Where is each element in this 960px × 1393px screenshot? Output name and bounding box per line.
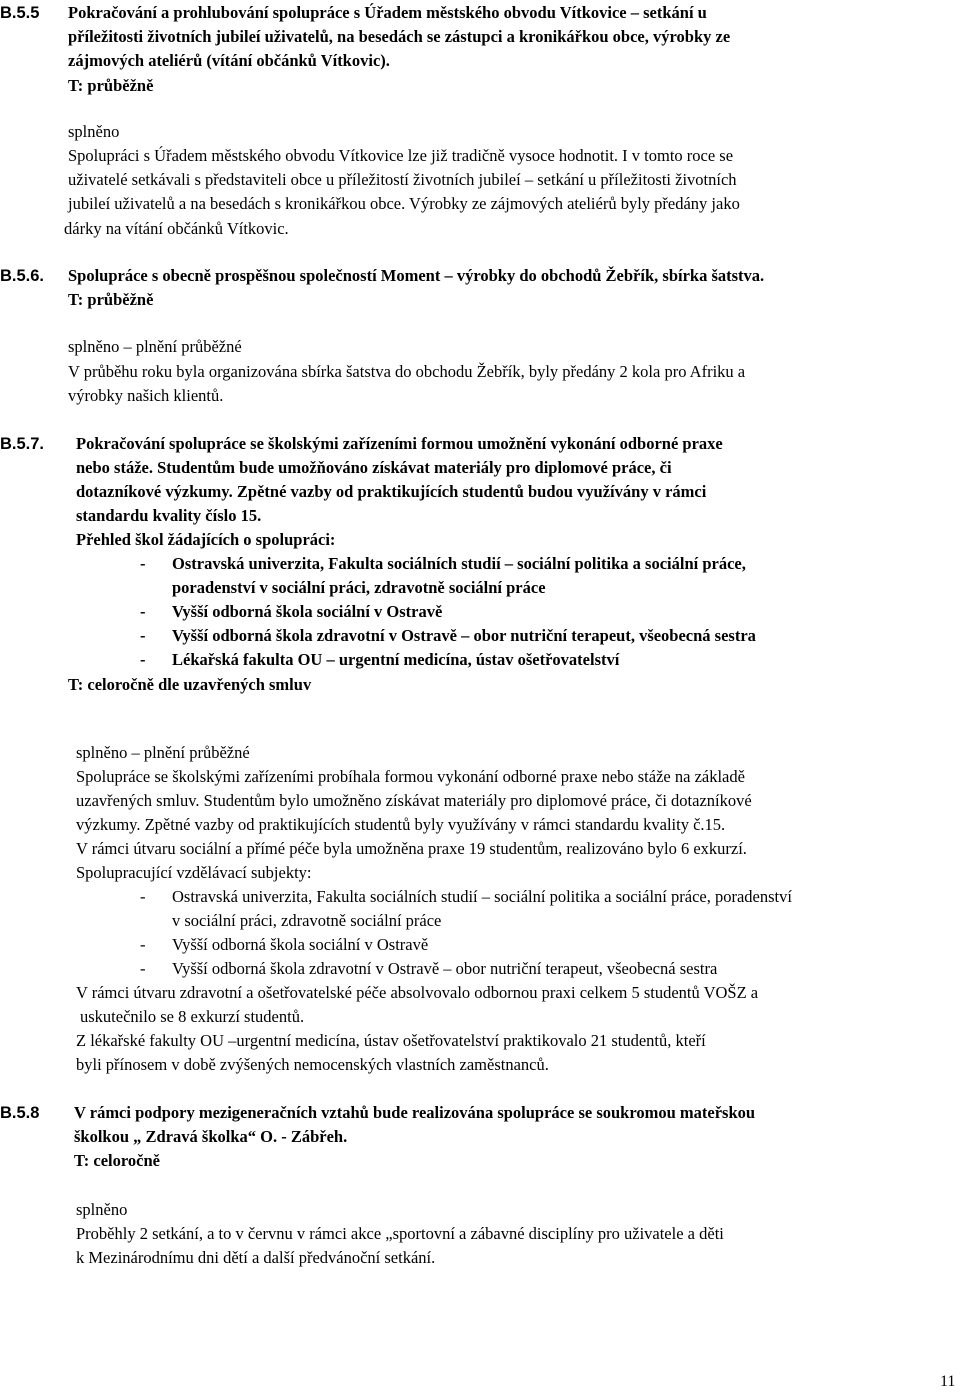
body-line: uživatelé setkávali s představiteli obce u příležitostí životních jubileí – setkání u příležitosti životních — [68, 170, 737, 189]
term-label: T: průběžně — [68, 290, 154, 309]
list-dash: - — [140, 887, 146, 906]
term-label: T: celoročně dle uzavřených smluv — [68, 675, 312, 694]
status-label: splněno – plnění průběžné — [76, 743, 250, 762]
status-label: splněno — [76, 1200, 128, 1219]
schools-title: Přehled škol žádajících o spolupráci: — [76, 530, 336, 549]
body-line: V rámci útvaru zdravotní a ošetřovatelské péče absolvovalo odbornou praxi celkem 5 studentů VOŠZ a — [76, 983, 759, 1002]
body-line: Spolupracující vzdělávací subjekty: — [76, 863, 312, 882]
section-heading-line: Pokračování a prohlubování spolupráce s Úřadem městského obvodu Vítkovice – setkání u — [68, 3, 707, 22]
partner-item: Ostravská univerzita, Fakulta sociálních studií – sociální politika a sociální práce, poradenství — [172, 887, 792, 906]
term-label: T: celoročně — [74, 1151, 160, 1170]
section-number-b56: B.5.6. — [0, 267, 45, 285]
section-heading-line: nebo stáže. Studentům bude umožňováno získávat materiály pro diplomové práce, či — [76, 458, 672, 477]
section-heading-line: standardu kvality číslo 15. — [76, 506, 262, 525]
body-line: byli přínosem v době zvýšených nemocenských vlastních zaměstnanců. — [76, 1055, 549, 1074]
body-line: k Mezinárodnímu dni dětí a další předvánoční setkání. — [76, 1248, 436, 1267]
body-line: uzavřených smluv. Studentům bylo umožněno získávat materiály pro diplomové práce, či dotazníkové — [76, 791, 752, 810]
section-heading-line: Pokračování spolupráce se školskými zařízeními formou umožnění vykonání odborné praxe — [76, 434, 723, 453]
partner-item-continued: v sociální práci, zdravotně sociální práce — [172, 911, 442, 930]
section-heading-line: školkou „ Zdravá školka“ O. - Zábřeh. — [74, 1127, 348, 1146]
status-label: splněno – plnění průběžné — [68, 337, 242, 356]
body-line: jubileí uživatelů a na besedách s kronikářkou obce. Výrobky ze zájmových ateliérů byly předány jako — [68, 194, 740, 213]
section-number-b58: B.5.8 — [0, 1104, 40, 1122]
body-line: Z lékařské fakulty OU –urgentní medicína, ústav ošetřovatelství praktikovalo 21 studentů, kteří — [76, 1031, 706, 1050]
list-dash: - — [140, 554, 146, 573]
partner-item: Vyšší odborná škola sociální v Ostravě — [172, 935, 429, 954]
term-label: T: průběžně — [68, 76, 154, 95]
school-item: Ostravská univerzita, Fakulta sociálních studií – sociální politika a sociální práce, — [172, 554, 746, 573]
list-dash: - — [140, 626, 146, 645]
section-number-b57: B.5.7. — [0, 435, 45, 453]
school-item-continued: poradenství v sociální práci, zdravotně sociální práce — [172, 578, 546, 597]
body-line: výzkumy. Zpětné vazby od praktikujících studentů byly využívány v rámci standardu kvality č.15. — [76, 815, 726, 834]
body-line: Spolupráci s Úřadem městského obvodu Vítkovice lze již tradičně vysoce hodnotit. I v tomto roce se — [68, 146, 734, 165]
school-item: Vyšší odborná škola zdravotní v Ostravě – obor nutriční terapeut, všeobecná sestra — [172, 626, 756, 645]
list-dash: - — [140, 959, 146, 978]
partner-item: Vyšší odborná škola zdravotní v Ostravě – obor nutriční terapeut, všeobecná sestra — [172, 959, 718, 978]
body-line: Proběhly 2 setkání, a to v červnu v rámci akce „sportovní a zábavné disciplíny pro uživatele a děti — [76, 1224, 724, 1243]
list-dash: - — [140, 602, 146, 621]
body-line: Spolupráce se školskými zařízeními probíhala formou vykonání odborné praxe nebo stáže na základě — [76, 767, 745, 786]
list-dash: - — [140, 935, 146, 954]
section-number-b55: B.5.5 — [0, 4, 40, 22]
section-heading: Spolupráce s obecně prospěšnou společností Moment – výrobky do obchodů Žebřík, sbírka šatstva. — [68, 266, 765, 285]
section-heading-line: V rámci podpory mezigeneračních vztahů bude realizována spolupráce se soukromou mateřskou — [74, 1103, 756, 1122]
body-line: V rámci útvaru sociální a přímé péče byla umožněna praxe 19 studentům, realizováno bylo 6 exkurzí. — [76, 839, 747, 858]
body-line: dárky na vítání občánků Vítkovic. — [64, 219, 289, 238]
section-heading-line: dotazníkové výzkumy. Zpětné vazby od praktikujících studentů budou využívány v rámci — [76, 482, 707, 501]
page-number: 11 — [940, 1373, 956, 1390]
section-heading-line: příležitosti životních jubileí uživatelů, na besedách se zástupci a kronikářkou obce, výrobky ze — [68, 27, 731, 46]
school-item: Lékařská fakulta OU – urgentní medicína, ústav ošetřovatelství — [172, 650, 620, 669]
list-dash: - — [140, 650, 146, 669]
school-item: Vyšší odborná škola sociální v Ostravě — [172, 602, 443, 621]
body-line: V průběhu roku byla organizována sbírka šatstva do obchodu Žebřík, byly předány 2 kola pro Afriku a — [68, 362, 746, 381]
body-line: uskutečnilo se 8 exkurzí studentů. — [80, 1007, 305, 1026]
section-heading-line: zájmových ateliérů (vítání občánků Vítkovic). — [68, 51, 390, 70]
body-line: výrobky našich klientů. — [68, 386, 224, 405]
status-label: splněno — [68, 122, 120, 141]
